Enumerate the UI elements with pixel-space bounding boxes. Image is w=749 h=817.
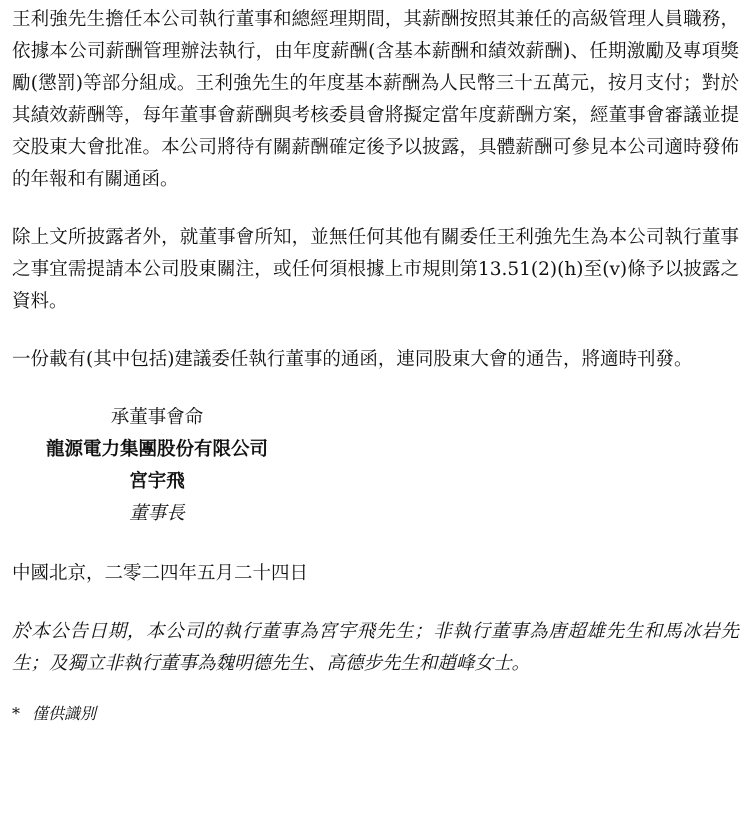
directors-note: 於本公告日期，本公司的執行董事為宮宇飛先生；非執行董事為唐超雄先生和馬冰岩先生；及獨立非執行董事為魏明德先生、高德步先生和趙峰女士。: [12, 621, 739, 674]
footnote-marker: *: [12, 704, 20, 723]
announcement-date: 中國北京，二零二四年五月二十四日: [12, 563, 309, 584]
chairman-title: 董事長: [129, 503, 185, 524]
footnote: [12, 702, 739, 726]
announcement-page: [12, 0, 739, 726]
company-name: 龍源電力集團股份有限公司: [45, 439, 268, 460]
signoff-block: [12, 402, 739, 530]
chairman-name: 宮宇飛: [129, 471, 185, 492]
disclosure-paragraph: 除上文所披露者外，就董事會所知，並無任何其他有關委任王利強先生為本公司執行董事之事宜需提請本公司股東關注，或任何須根據上市規則第13.51(2)(h)至(v)條予以披露之資料。: [12, 227, 739, 312]
by-order-line: 承董事會命: [110, 407, 204, 428]
remuneration-paragraph: 王利強先生擔任本公司執行董事和總經理期間，其薪酬按照其兼任的高級管理人員職務，依據本公司薪酬管理辦法執行，由年度薪酬(含基本薪酬和績效薪酬)、任期激勵及專項獎勵(懲罰)等部分組成。王利強先生的年度基本薪酬為人民幣三十五萬元，按月支付；對於其績效薪酬等，每年董事會薪酬與考核委員會將擬定當年度薪酬方案，經董事會審議並提交股東大會批准。本公司將待有關薪酬確定後予以披露，具體薪酬可參見本公司適時發佈的年報和有關通函。: [12, 9, 739, 190]
circular-paragraph: 一份載有(其中包括)建議委任執行董事的通函，連同股東大會的通告，將適時刊發。: [12, 349, 693, 370]
footnote-text: 僅供識別: [32, 704, 97, 723]
